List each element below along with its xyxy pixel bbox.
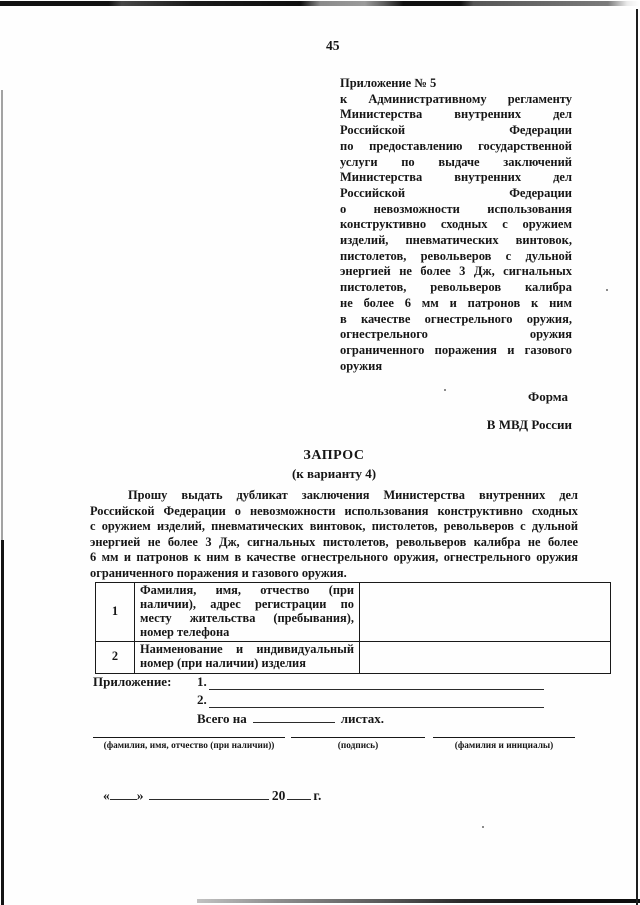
signature-sign-line: (подпись): [291, 737, 425, 751]
table-row: [96, 641, 611, 673]
addressee-line: В МВД России: [486, 417, 572, 432]
fill-in-line-year: [287, 786, 311, 800]
date-line: [103, 786, 321, 804]
request-body-paragraph: [90, 488, 578, 581]
year-suffix: г.: [313, 788, 322, 803]
scan-left-edge-line: [1, 90, 3, 540]
scan-speck: [482, 826, 484, 828]
body-line: Прошу выдать дубликат заключения Министерства внутренних дел: [128, 488, 578, 502]
body-line: Российской Федерации о невозможности использования конструктивно сходных: [90, 503, 578, 518]
request-variant: (к варианту 4): [291, 466, 377, 481]
appendix-line: услуги по выдаче заключений: [340, 154, 572, 169]
form-type-label: Форма: [528, 389, 568, 404]
fill-in-line: [209, 692, 544, 708]
signature-name-line: (фамилия, имя, отчество (при наличии)): [93, 737, 285, 751]
body-line: ограниченного поражения и газового оружия.: [90, 565, 347, 580]
row-number-cell: 2: [96, 641, 135, 673]
appendix-line: Российской Федерации: [340, 185, 572, 200]
table-row: [96, 583, 611, 642]
row-value-cell: [360, 641, 611, 673]
appendix-line: энергией не более 3 Дж, сигнальных: [340, 264, 572, 279]
total-prefix: Всего на: [197, 711, 247, 726]
appendix-reference-block: [340, 76, 572, 374]
scan-speck: [606, 289, 608, 291]
total-sheets-line: [197, 709, 384, 727]
row-number-cell: 1: [96, 583, 135, 642]
signature-initials-line: (фамилия и инициалы): [433, 737, 575, 751]
row-value-cell: [360, 583, 611, 642]
appendix-line: пистолетов, револьверов с дульной: [340, 248, 572, 263]
appendix-line: в качестве огнестрельного оружия,: [340, 311, 572, 326]
body-line: 6 мм и патронов к ним в качестве огнестрельного оружия, огнестрельного оружия: [90, 550, 578, 564]
close-quote: »: [136, 788, 144, 803]
fill-in-line-month: [149, 786, 269, 800]
fill-in-line-day: [110, 786, 137, 800]
attachment-item-2: [197, 692, 544, 708]
appendix-line: Приложение № 5: [340, 76, 437, 90]
scan-bottom-edge-bar: [197, 899, 640, 903]
body-line: с оружием изделий, пневматических винтовок, пистолетов, револьверов с дульной: [90, 519, 578, 533]
appendix-line: пистолетов, револьверов калибра: [340, 280, 572, 295]
appendix-line: Российской Федерации: [340, 123, 572, 138]
items-table: [95, 582, 611, 674]
scan-left-edge-line-dark: [1, 540, 4, 905]
attachment-item-number: 1.: [197, 674, 207, 689]
appendix-line: о невозможности использования: [340, 201, 572, 216]
attachment-item-1: [197, 674, 544, 690]
scan-right-edge-line: [636, 9, 638, 905]
row-label-cell: Наименование и индивидуальный номер (при наличии) изделия: [135, 641, 360, 673]
appendix-line: Министерства внутренних дел: [340, 107, 572, 122]
total-suffix: листах.: [340, 711, 385, 726]
appendix-line: конструктивно сходных с оружием: [340, 217, 572, 232]
fill-in-line: [253, 709, 335, 723]
appendix-line: огнестрельного оружия: [340, 327, 572, 342]
fill-in-line: [209, 674, 544, 690]
year-century: 20: [271, 788, 286, 803]
body-line: энергией не более 3 Дж, сигнальных пистолетов, револьверов калибра не более: [90, 534, 578, 549]
appendix-line: изделий, пневматических винтовок,: [340, 233, 572, 248]
attachment-item-number: 2.: [197, 692, 207, 707]
request-title: ЗАПРОС: [303, 448, 365, 463]
page-number: 45: [326, 38, 340, 53]
appendix-line: Министерства внутренних дел: [340, 170, 572, 185]
row-label-cell: Фамилия, имя, отчество (при наличии), адрес регистрации по месту жительства (пребывания), номер телефона: [135, 583, 360, 642]
appendix-line: ограниченного поражения и газового: [340, 342, 572, 357]
appendix-line: к Административному регламенту: [340, 91, 572, 106]
appendix-line: по предоставлению государственной: [340, 138, 572, 153]
appendix-line: не более 6 мм и патронов к ним: [340, 295, 572, 310]
appendix-line: оружия: [340, 358, 383, 373]
open-quote: «: [103, 788, 110, 803]
attachments-label: Приложение:: [93, 674, 172, 689]
scan-top-edge-bar: [0, 1, 640, 6]
